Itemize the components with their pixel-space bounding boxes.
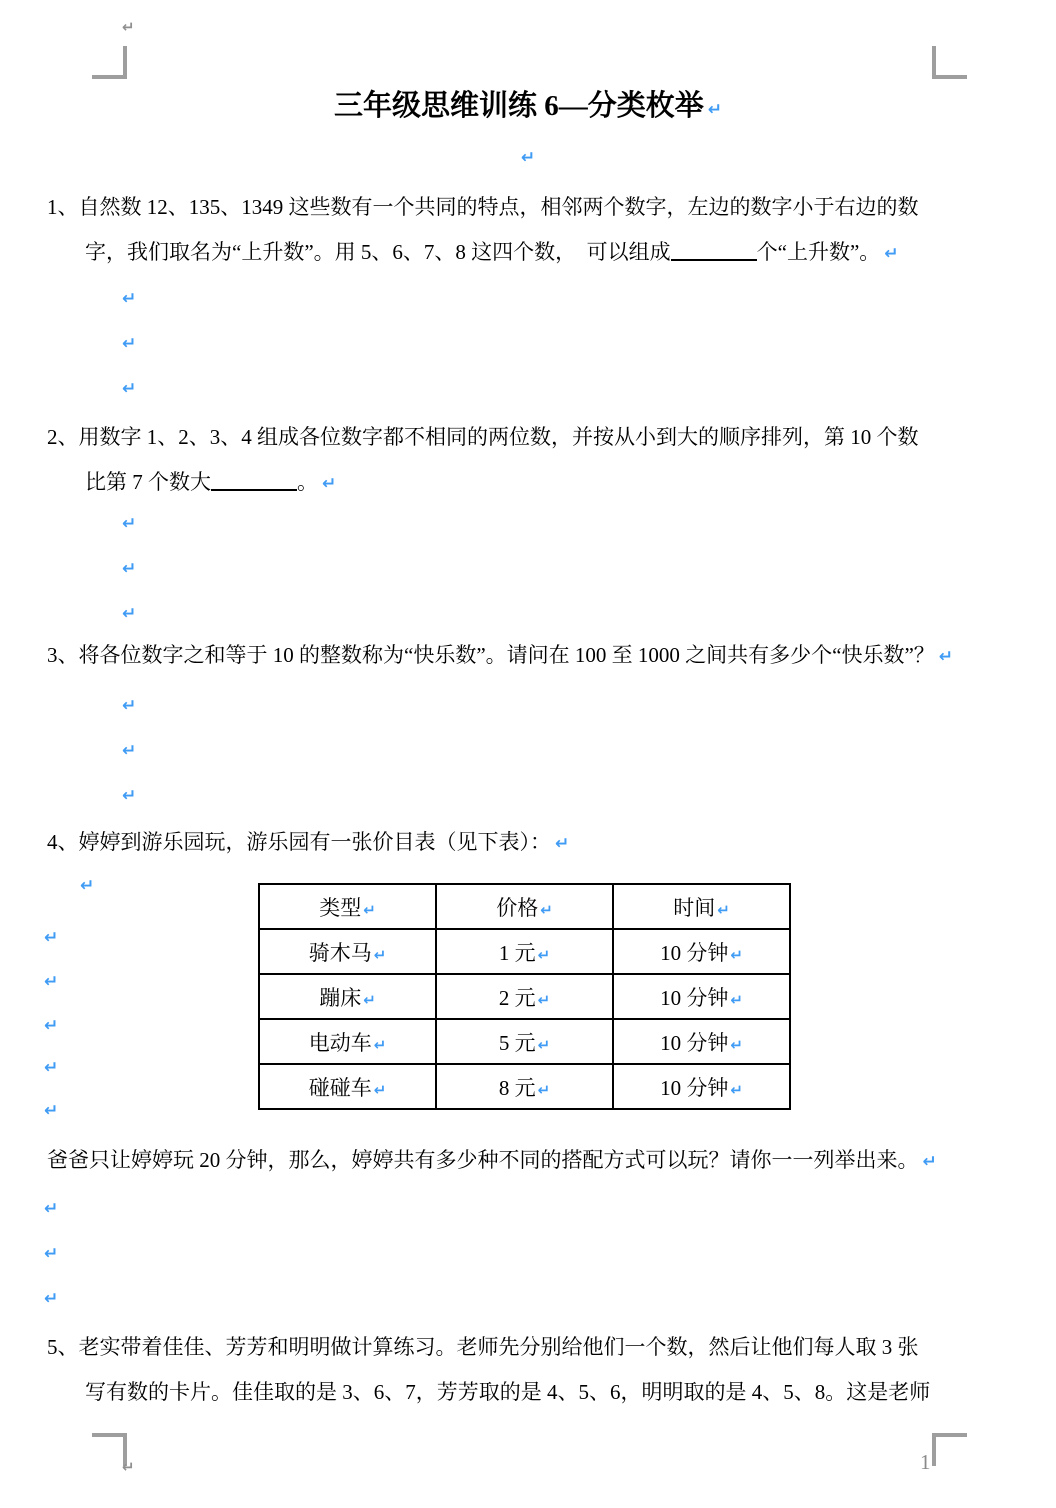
cell-mark-icon: ↵ [730, 945, 743, 964]
table-row [259, 929, 790, 974]
paragraph-mark-icon: ↵ [520, 148, 536, 168]
question-4-text: 4、婷婷到游乐园玩，游乐园有一张价目表（见下表）： [47, 830, 551, 854]
table-cell: 10 分钟 ↵ [613, 1019, 790, 1064]
table-cell: 骑木马 ↵ [259, 929, 436, 974]
paragraph-mark-icon: ↵ [122, 696, 137, 716]
title-text: 三年级思维训练 6—分类枚举 [333, 90, 704, 122]
cell-mark-icon: ↵ [537, 945, 551, 964]
question-1-line-2 [85, 230, 1027, 275]
table-cell: 2 元 ↵ [436, 974, 613, 1019]
table-cell: 碰碰车 ↵ [259, 1064, 436, 1109]
table-cell: 10 分钟 ↵ [613, 974, 790, 1019]
row-end-mark-icon: ↵ [44, 972, 59, 992]
page-number: 1 [920, 1450, 931, 1474]
table-cell: 1 元 ↵ [436, 929, 613, 974]
paragraph-mark-icon: ↵ [122, 559, 137, 579]
text-boundary-corner-top-right [932, 46, 967, 79]
cell-mark-icon: ↵ [717, 900, 730, 919]
answer-blank [671, 255, 757, 261]
question-2-line-2-pre: 比第 7 个数大 [85, 470, 211, 494]
table-header-row [259, 884, 790, 929]
question-5-line-2: 写有数的卡片。佳佳取的是 3、6、7，芳芳取的是 4、5、6，明明取的是 4、5、8。这是老师 [85, 1380, 931, 1404]
question-2 [47, 415, 1027, 505]
question-1 [47, 185, 1027, 275]
paragraph-mark-icon: ↵ [122, 289, 137, 309]
question-2-line-2 [85, 460, 1027, 505]
row-end-mark-icon: ↵ [44, 1101, 59, 1121]
cell-mark-icon: ↵ [373, 1080, 387, 1099]
question-4-followup-line [47, 1138, 1027, 1183]
paragraph-mark-icon: ↵ [322, 474, 337, 494]
paragraph-mark-icon: ↵ [80, 876, 95, 896]
paragraph-mark-icon: ↵ [122, 379, 137, 399]
table-cell: 蹦床 ↵ [259, 974, 436, 1019]
table-cell: 5 元 ↵ [436, 1019, 613, 1064]
row-end-mark-icon: ↵ [44, 1016, 59, 1036]
question-1-line-2-post: 个“上升数”。 [756, 240, 881, 264]
header-paragraph-mark-icon: ↵ [122, 18, 135, 36]
row-end-mark-icon: ↵ [44, 1058, 59, 1078]
paragraph-mark-icon: ↵ [938, 647, 954, 667]
document-title [0, 86, 1056, 126]
cell-mark-icon: ↵ [537, 1035, 551, 1054]
cell-mark-icon: ↵ [373, 945, 387, 964]
question-1-line-2-pre: 字，我们取名为“上升数”。用 5、6、7、8 这四个数， 可以组成 [85, 240, 671, 264]
cell-mark-icon: ↵ [363, 900, 376, 919]
paragraph-mark-icon: ↵ [122, 514, 137, 534]
question-4-followup-text: 爸爸只让婷婷玩 20 分钟，那么，婷婷共有多少种不同的搭配方式可以玩？请你一一列举出来。 [47, 1148, 919, 1172]
table-cell: 8 元 ↵ [436, 1064, 613, 1109]
cell-mark-icon: ↵ [537, 990, 551, 1009]
cell-mark-icon: ↵ [363, 990, 376, 1009]
question-3 [47, 633, 1027, 678]
cell-mark-icon: ↵ [537, 1080, 551, 1099]
answer-blank [211, 485, 297, 491]
question-2-line-1: 2、用数字 1、2、3、4 组成各位数字都不相同的两位数，并按从小到大的顺序排列，第 10 个数 [47, 425, 919, 449]
paragraph-mark-icon: ↵ [44, 1244, 59, 1264]
cell-mark-icon: ↵ [730, 1035, 743, 1054]
footer-paragraph-mark-icon: ↵ [122, 1458, 135, 1476]
table-header-type: 类型 ↵ [259, 884, 436, 929]
price-table [258, 883, 791, 1110]
paragraph-mark-icon: ↵ [884, 244, 899, 264]
question-3-text: 3、将各位数字之和等于 10 的整数称为“快乐数”。请问在 100 至 1000 之间共有多少个“快乐数”？ [47, 643, 935, 667]
paragraph-mark-icon: ↵ [122, 741, 137, 761]
table-row [259, 1064, 790, 1109]
question-4-line-1 [47, 820, 1027, 865]
cell-mark-icon: ↵ [373, 1035, 387, 1054]
table-cell: 电动车 ↵ [259, 1019, 436, 1064]
cell-mark-icon: ↵ [540, 900, 553, 919]
table-cell: 10 分钟 ↵ [613, 1064, 790, 1109]
table-header-price: 价格 ↵ [436, 884, 613, 929]
paragraph-mark-icon: ↵ [707, 100, 722, 120]
paragraph-mark-icon: ↵ [122, 604, 137, 624]
question-2-line-2-post: 。 [297, 470, 318, 494]
paragraph-mark-icon: ↵ [44, 1289, 59, 1309]
table-header-time: 时间 ↵ [613, 884, 790, 929]
paragraph-mark-icon: ↵ [922, 1152, 937, 1172]
text-boundary-corner-top-left [92, 46, 127, 79]
paragraph-mark-icon: ↵ [555, 834, 570, 854]
paragraph-mark-icon: ↵ [44, 1199, 59, 1219]
question-1-line-1: 1、自然数 12、135、1349 这些数有一个共同的特点，相邻两个数字，左边的数字小于右边的数 [47, 195, 919, 219]
paragraph-mark-icon: ↵ [122, 334, 137, 354]
question-5-line-1: 5、老实带着佳佳、芳芳和明明做计算练习。老师先分别给他们一个数，然后让他们每人取 3 张 [47, 1335, 919, 1359]
cell-mark-icon: ↵ [730, 990, 743, 1009]
question-4 [47, 820, 1027, 865]
table-cell: 10 分钟 ↵ [613, 929, 790, 974]
paragraph-mark-icon: ↵ [122, 786, 137, 806]
question-4-followup [47, 1138, 1027, 1183]
cell-mark-icon: ↵ [730, 1080, 743, 1099]
question-3-line-1 [47, 633, 1027, 678]
row-end-mark-icon: ↵ [44, 928, 59, 948]
table-row [259, 974, 790, 1019]
question-5 [47, 1325, 1027, 1415]
text-boundary-corner-bottom-right [932, 1433, 967, 1466]
table-row [259, 1019, 790, 1064]
